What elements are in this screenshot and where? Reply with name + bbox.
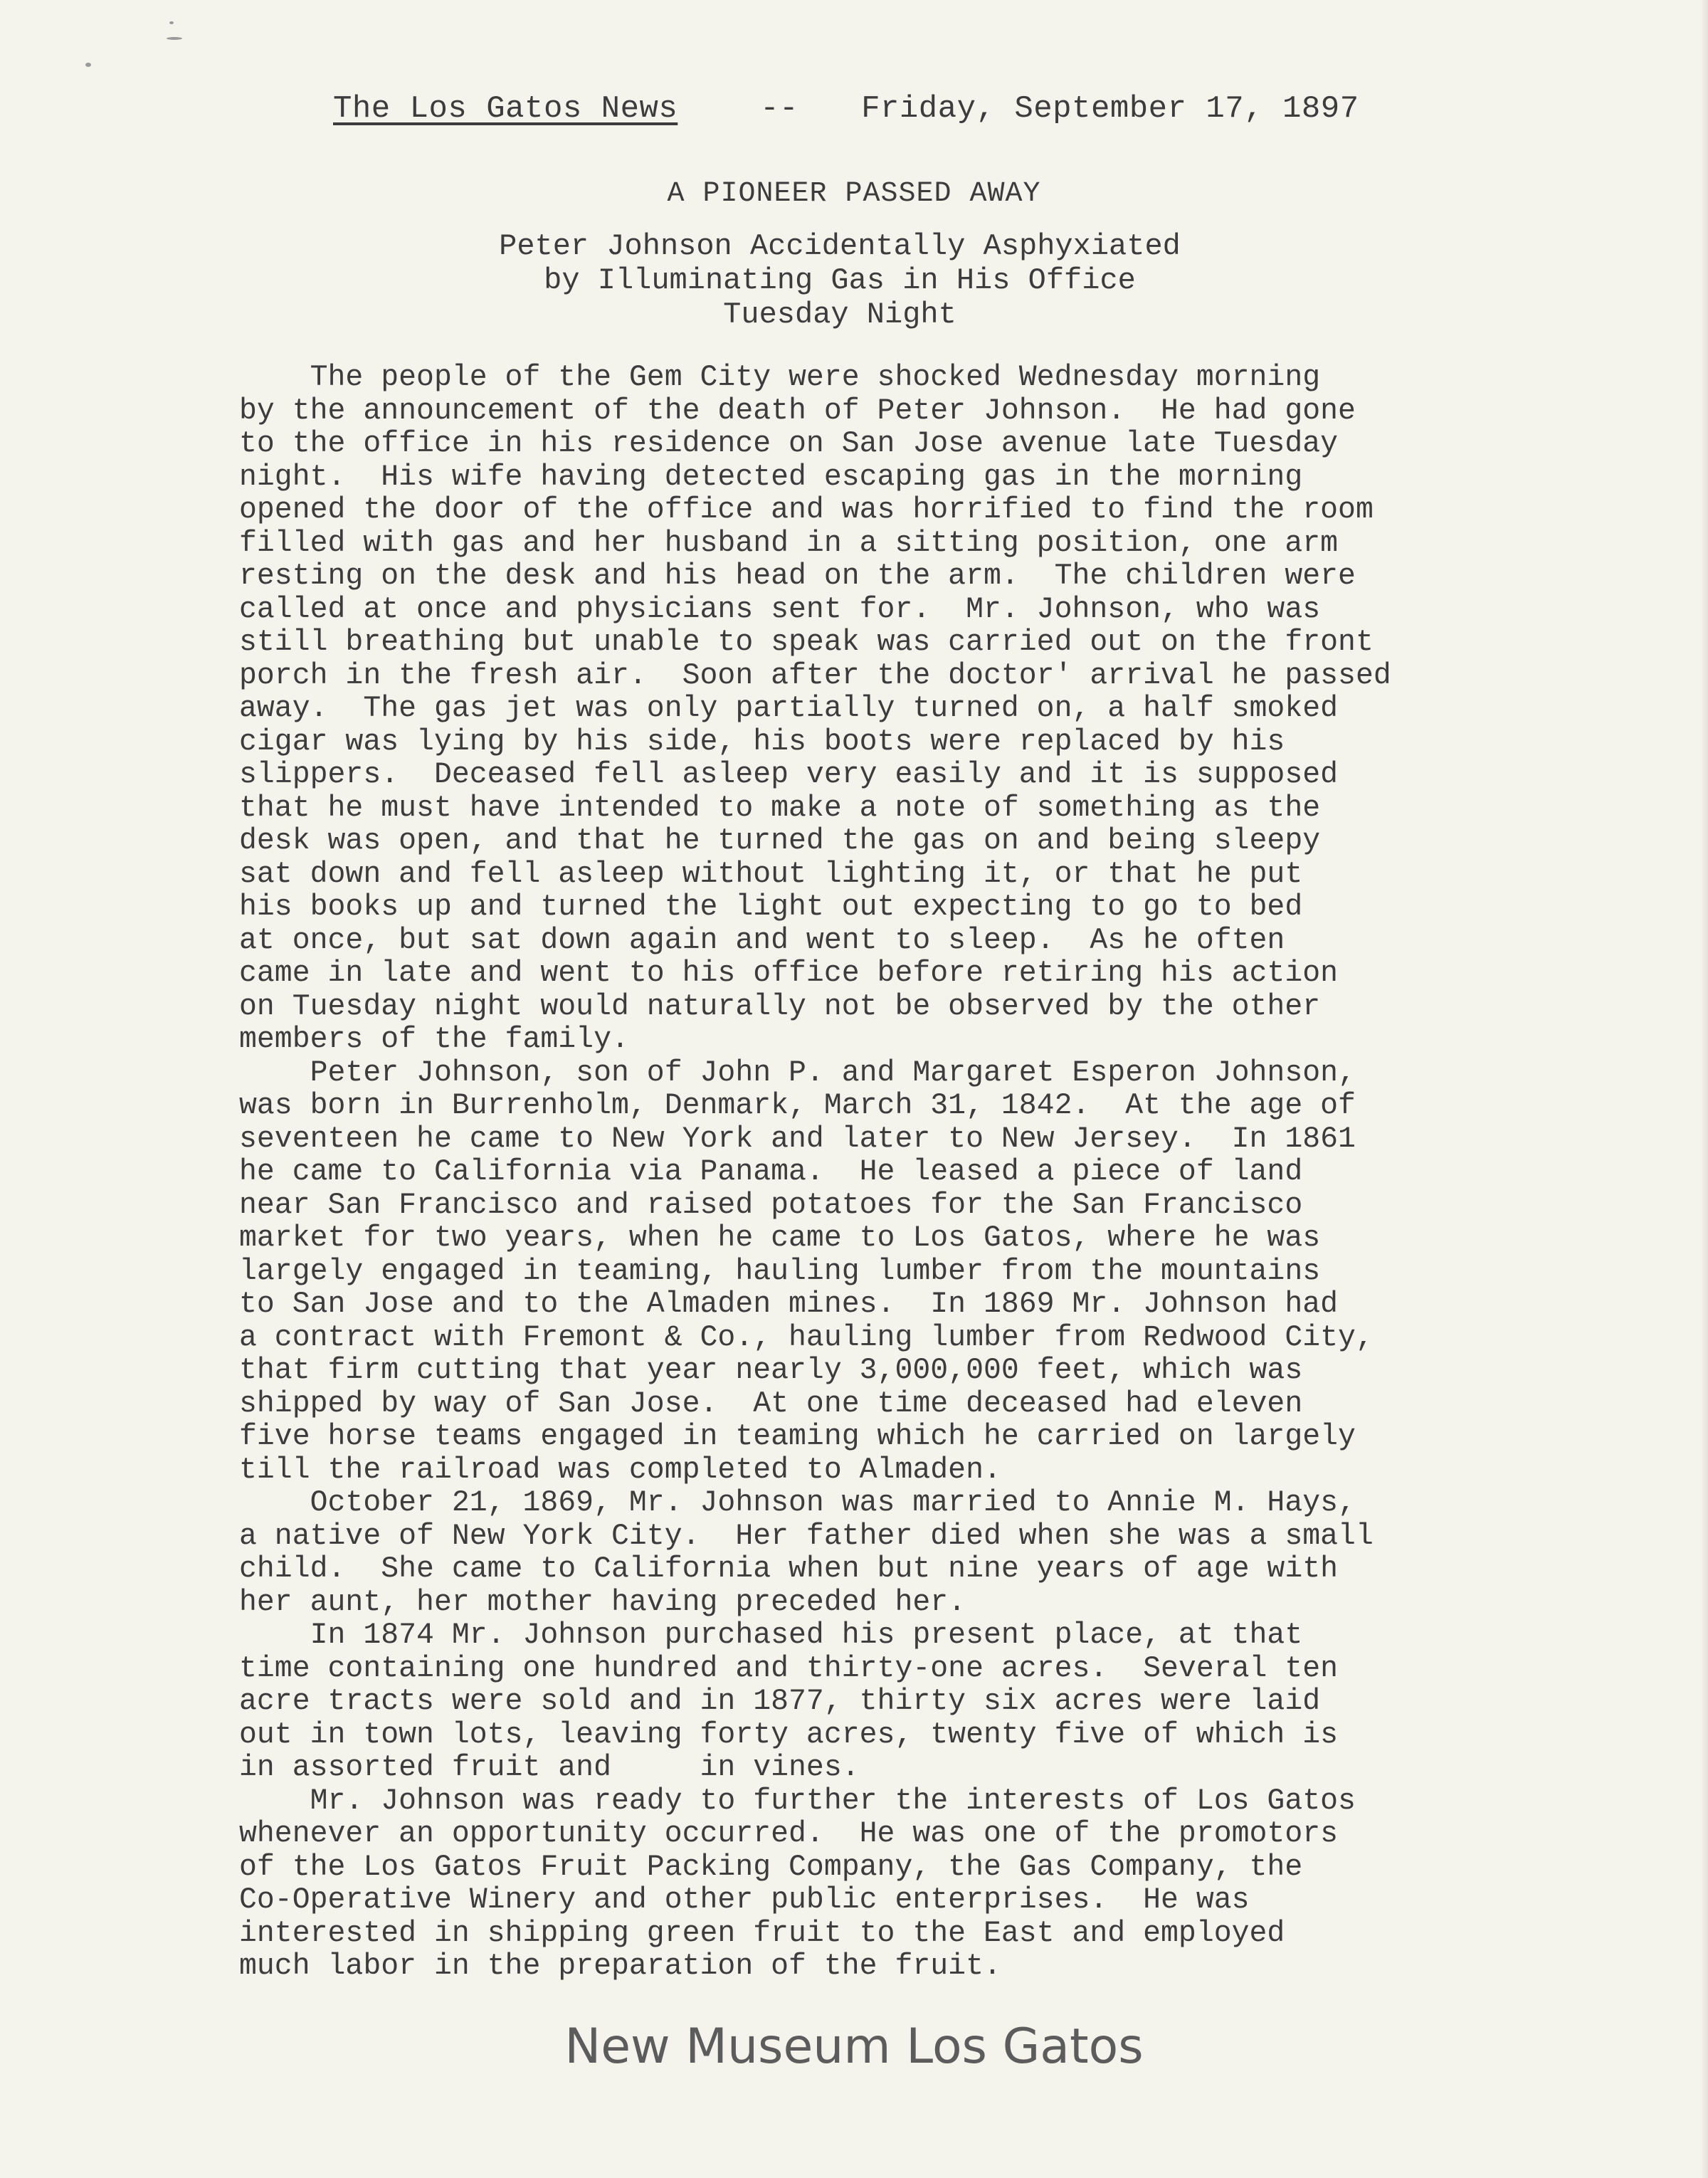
- article-line: five horse teams engaged in teaming which he carried on largely: [239, 1420, 1356, 1453]
- article-line: filled with gas and her husband in a sitting position, one arm: [239, 526, 1339, 560]
- article-line: members of the family.: [239, 1023, 629, 1056]
- article-line: interested in shipping green fruit to the East and employed: [239, 1916, 1285, 1950]
- article-line: of the Los Gatos Fruit Packing Company, the Gas Company, the: [239, 1850, 1303, 1884]
- article-line: her aunt, her mother having preceded her.: [239, 1585, 966, 1619]
- article-line: on Tuesday night would naturally not be observed by the other: [239, 989, 1321, 1024]
- subheadline-line: by Illuminating Gas in His Office: [544, 263, 1136, 298]
- museum-watermark: New Museum Los Gatos: [564, 2019, 1144, 2075]
- article-line: Peter Johnson, son of John P. and Margaret Esperon Johnson,: [239, 1056, 1356, 1090]
- page-edge: [1701, 0, 1708, 2178]
- article-line: time containing one hundred and thirty-one acres. Several ten: [239, 1651, 1339, 1685]
- article-line: whenever an opportunity occurred. He was one of the promotors: [239, 1817, 1339, 1851]
- article-line: a contract with Fremont & Co., hauling lumber from Redwood City,: [239, 1320, 1374, 1354]
- subheadline: [0, 229, 1680, 332]
- header-separator: --: [760, 91, 799, 127]
- paper-speck: [169, 21, 174, 24]
- article-line: opened the door of the office and was horrified to find the room: [239, 493, 1374, 527]
- article-line: much labor in the preparation of the fruit.: [239, 1950, 1001, 1983]
- article-line: resting on the desk and his head on the arm. The children were: [239, 559, 1356, 593]
- article-line: to the office in his residence on San Jose avenue late Tuesday: [239, 427, 1339, 461]
- headline: A PIONEER PASSED AWAY: [667, 178, 1041, 210]
- article-body: [239, 362, 1591, 1984]
- article-line: porch in the fresh air. Soon after the doctor' arrival he passed: [239, 658, 1391, 693]
- article-line: out in town lots, leaving forty acres, twenty five of which is: [239, 1717, 1339, 1752]
- article-line: still breathing but unable to speak was carried out on the front: [239, 626, 1374, 659]
- article-line: In 1874 Mr. Johnson purchased his present place, at that: [239, 1619, 1303, 1652]
- article-line: at once, but sat down again and went to sleep. As he often: [239, 923, 1285, 957]
- article-line: child. She came to California when but nine years of age with: [239, 1552, 1339, 1586]
- article-line: slippers. Deceased fell asleep very easily and it is supposed: [239, 758, 1339, 791]
- article-line: shipped by way of San Jose. At one time deceased had eleven: [239, 1387, 1303, 1421]
- publication-date: Friday, September 17, 1897: [861, 91, 1359, 127]
- article-line: till the railroad was completed to Almaden.: [239, 1453, 1001, 1487]
- article-line: that he must have intended to make a note of something as the: [239, 791, 1321, 825]
- newspaper-header: [333, 91, 1429, 127]
- article-line: largely engaged in teaming, hauling lumber from the mountains: [239, 1254, 1321, 1288]
- article-line: night. His wife having detected escaping gas in the morning: [239, 460, 1303, 494]
- article-line: Co-Operative Winery and other public enterprises. He was: [239, 1883, 1250, 1917]
- article-line: was born in Burrenholm, Denmark, March 31, 1842. At the age of: [239, 1089, 1356, 1122]
- article-line: called at once and physicians sent for. Mr. Johnson, who was: [239, 592, 1321, 626]
- article-line: near San Francisco and raised potatoes for the San Francisco: [239, 1188, 1303, 1222]
- article-line: his books up and turned the light out expecting to go to bed: [239, 890, 1303, 924]
- article-line: October 21, 1869, Mr. Johnson was married to Annie M. Hays,: [239, 1486, 1356, 1520]
- article-line: came in late and went to his office before retiring his action: [239, 957, 1339, 990]
- article-line: he came to California via Panama. He leased a piece of land: [239, 1155, 1303, 1189]
- subheadline-line: Tuesday Night: [723, 298, 956, 332]
- article-line: that firm cutting that year nearly 3,000,000 feet, which was: [239, 1354, 1303, 1387]
- article-line: acre tracts were sold and in 1877, thirty six acres were laid: [239, 1685, 1321, 1718]
- article-line: The people of the Gem City were shocked Wednesday morning: [239, 361, 1321, 394]
- article-line: sat down and fell asleep without lighting it, or that he put: [239, 857, 1303, 891]
- paper-speck: [167, 37, 182, 40]
- article-line: to San Jose and to the Almaden mines. In 1869 Mr. Johnson had: [239, 1288, 1339, 1321]
- subheadline-line: Peter Johnson Accidentally Asphyxiated: [499, 229, 1181, 263]
- article-line: desk was open, and that he turned the gas on and being sleepy: [239, 824, 1321, 858]
- article-line: Mr. Johnson was ready to further the interests of Los Gatos: [239, 1784, 1356, 1818]
- newspaper-name: The Los Gatos News: [333, 91, 678, 127]
- article-line: away. The gas jet was only partially turned on, a half smoked: [239, 692, 1339, 725]
- article-line: market for two years, when he came to Los Gatos, where he was: [239, 1221, 1321, 1255]
- article-line: cigar was lying by his side, his boots were replaced by his: [239, 725, 1285, 759]
- article-line: by the announcement of the death of Peter Johnson. He had gone: [239, 394, 1356, 428]
- paper-speck: [85, 63, 91, 67]
- article-line: seventeen he came to New York and later to New Jersey. In 1861: [239, 1122, 1356, 1156]
- article-line: in assorted fruit and in vines.: [239, 1751, 860, 1784]
- article-line: a native of New York City. Her father died when she was a small: [239, 1519, 1374, 1553]
